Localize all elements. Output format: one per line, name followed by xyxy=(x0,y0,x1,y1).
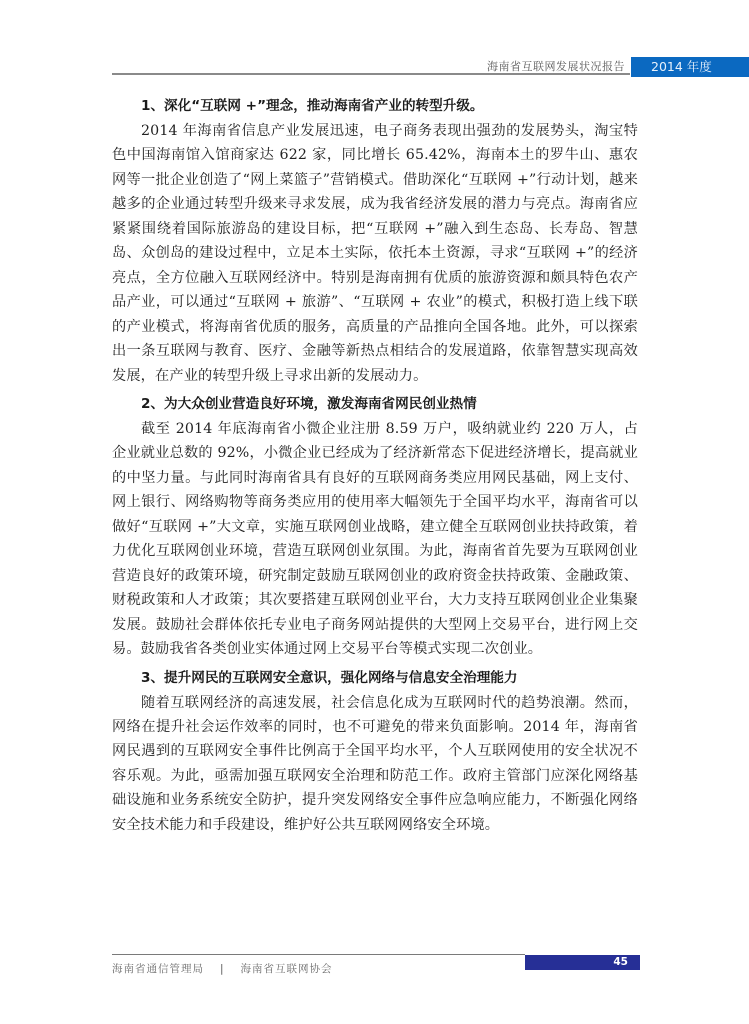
footer-org-right: 海南省互联网协会 xyxy=(240,963,333,975)
footer-rule xyxy=(112,954,525,955)
footer-organizations xyxy=(112,961,333,976)
section-heading-2: 2、为大众创业营造良好环境，激发海南省网民创业热情 xyxy=(141,395,477,412)
page-number: 45 xyxy=(525,955,640,970)
footer-org-left: 海南省通信管理局 xyxy=(112,963,204,975)
section-paragraph-3: 随着互联网经济的高速发展，社会信息化成为互联网时代的趋势浪潮。然而，网络在提升社会运作效率的同时，也不可避免的带来负面影响。2014 年，海南省网民遇到的互联网安全事件比例高于全国平均水平，个人互联网使用的安全状况不容乐观。为此，亟需加强互联网安全治理和防范工作。政府主管部门应深化网络基础设施和业务系统安全防护，提升突发网络安全事件应急响应能力，不断强化网络安全技术能力和手段建设，维护好公共互联网网络安全环境。 xyxy=(112,694,638,833)
page-body xyxy=(112,94,638,837)
section-heading-3: 3、提升网民的互联网安全意识，强化网络与信息安全治理能力 xyxy=(141,669,518,686)
section-paragraph-2: 截至 2014 年底海南省小微企业注册 8.59 万户，吸纳就业约 220 万人，占企业就业总数的 92%，小微企业已经成为了经济新常态下促进经济增长，提高就业的中坚力量。与此同时海南省具有良好的互联网商务类应用网民基础，网上支付、网上银行、网络购物等商务类应用的使用率大幅领先于全国平均水平，海南省可以做好“互联网 +”大文章，实施互联网创业战略，建立健全互联网创业扶持政策，着力优化互联网创业环境，营造互联网创业氛围。为此，海南省首先要为互联网创业营造良好的政策环境，研究制定鼓励互联网创业的政府资金扶持政策、金融政策、财税政策和人才政策；其次要搭建互联网创业平台，大力支持互联网创业企业集聚发展。鼓励社会群体依托专业电子商务网站提供的大型网上交易平台，进行网上交易。鼓励我省各类创业实体通过网上交易平台等模式实现二次创业。 xyxy=(112,420,638,658)
footer-separator: | xyxy=(220,963,225,975)
year-badge: 2014 年度 xyxy=(631,57,749,77)
section-paragraph-1: 2014 年海南省信息产业发展迅速，电子商务表现出强劲的发展势头，淘宝特色中国海南馆入馆商家达 622 家，同比增长 65.42%，海南本土的罗牛山、惠农网等一批企业创造了“网上菜篮子”营销模式。借助深化“互联网 +”行动计划，越来越多的企业通过转型升级来寻求发展，成为我省经济发展的潜力与亮点。海南省应紧紧围绕着国际旅游岛的建设目标，把“互联网 +”融入到生态岛、长寿岛、智慧岛、众创岛的建设过程中，立足本土实际，依托本土资源，寻求“互联网 +”的经济亮点，全方位融入互联网经济中。特别是海南拥有优质的旅游资源和颇具特色农产品产业，可以通过“互联网 + 旅游”、“互联网 + 农业”的模式，积极打造上线下联的产业模式，将海南省优质的服务，高质量的产品推向全国各地。此外，可以探索出一条互联网与教育、医疗、金融等新热点相结合的发展道路，依靠智慧实现高效发展，在产业的转型升级上寻求出新的发展动力。 xyxy=(112,123,638,384)
section-heading-1: 1、深化“互联网 +”理念，推动海南省产业的转型升级。 xyxy=(141,98,484,114)
report-title: 海南省互联网发展状况报告 xyxy=(487,60,625,73)
